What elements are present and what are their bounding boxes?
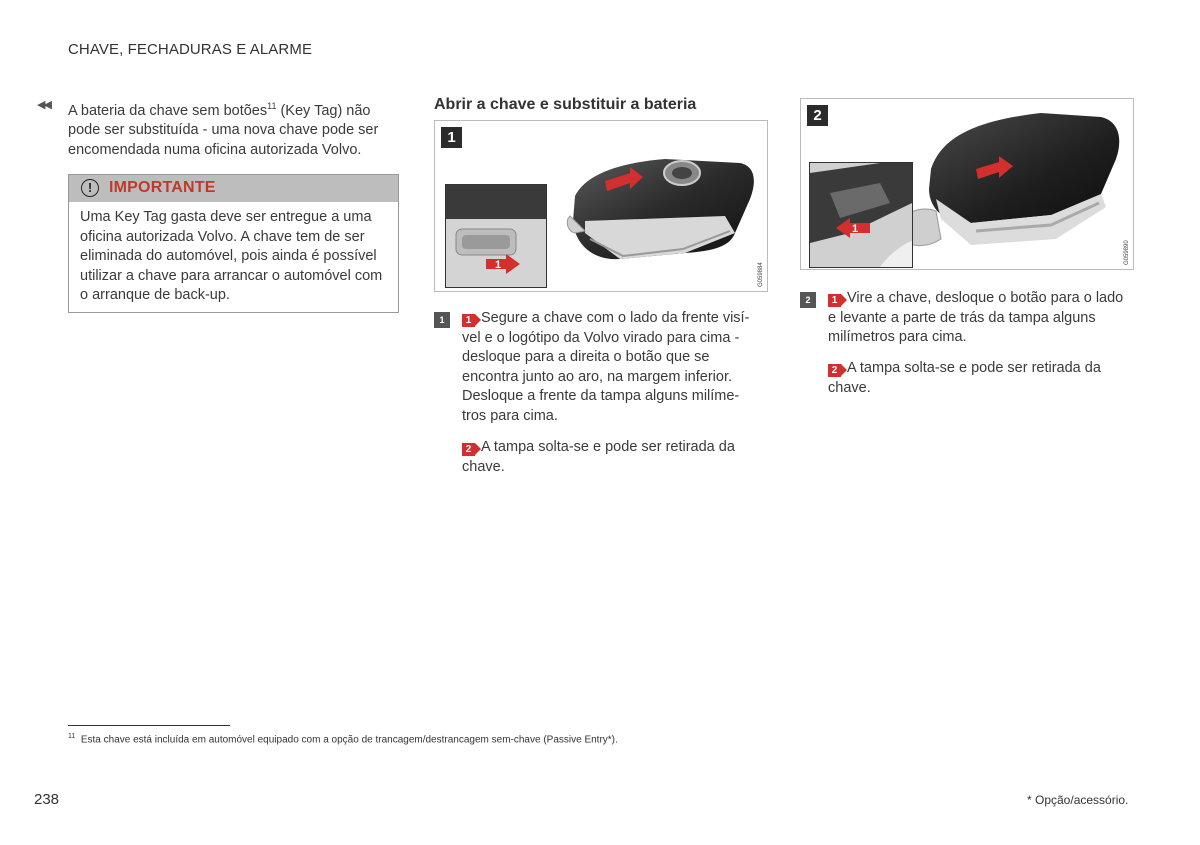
slide-button-inset-illustration: [446, 185, 546, 287]
continuation-arrows-icon: ◀◀: [37, 99, 50, 111]
footnote-text: Esta chave está incluída em automóvel equipado com a opção de trancagem/destrancagem sem-chave (Passive Entry*).: [80, 734, 618, 746]
intro-text-part1: A bateria da chave sem botões: [68, 102, 268, 119]
step-1-instruction: [462, 309, 762, 427]
cover-release-inset-illustration: [810, 163, 912, 267]
step-2-action-badge: 1: [828, 294, 841, 307]
footnote-divider: [68, 725, 230, 726]
figure-1-inset: [445, 184, 547, 288]
figure-2-inset: [809, 162, 913, 268]
step-2-result: [828, 359, 1128, 398]
step-2-text: Vire a chave, desloque o botão para o lado e levante a parte de trás da tampa alguns milímetros para cima.: [828, 290, 1124, 346]
step-1-badge: 1: [434, 312, 450, 328]
important-box: [68, 174, 399, 313]
important-title: IMPORTANTE: [109, 179, 216, 196]
important-text: Uma Key Tag gasta deve ser entregue a uma oficina autorizada Volvo. A chave tem de ser eliminada do automóvel, pois ainda é possível utilizar a chave para arrancar o automóvel com o arranque de back-up.: [80, 209, 383, 304]
option-note: * Opção/acessório.: [1027, 793, 1129, 807]
intro-text-part2: (Key Tag) não pode ser substituída - uma nova chave pode ser encomendada numa oficina autorizada Volvo.: [68, 102, 379, 159]
figure-1-code: G059884: [758, 262, 764, 287]
figure-1-number: 1: [441, 127, 462, 148]
step-1-result-badge: 2: [462, 443, 475, 456]
figure-2-key-illustration: [800, 98, 1134, 270]
footnote-reference[interactable]: 11: [267, 101, 277, 111]
intro-paragraph: [68, 97, 398, 161]
section-title: Abrir a chave e substituir a bateria: [434, 96, 697, 113]
figure-2-code: G059890: [1124, 240, 1130, 265]
step-1-text: Segure a chave com o lado da frente visí-vel e o logótipo da Volvo virado para cima - desloque para a direita o botão que se encontra junto ao aro, na margem inferior. Desloque a frente da tampa alguns milíme-tros para cima.: [462, 310, 750, 424]
page-number: 238: [34, 791, 60, 808]
step-1-action-badge: 1: [462, 314, 475, 327]
inset-step-label: 1: [495, 259, 502, 271]
footnote-number: 11: [68, 733, 76, 740]
footnote: [68, 733, 618, 745]
step-2-result-text: A tampa solta-se e pode ser retirada da chave.: [828, 360, 1101, 396]
step-1-result: [462, 438, 762, 477]
step-2-instruction: [828, 289, 1128, 348]
step-2-result-badge: 2: [828, 364, 841, 377]
exclamation-icon: !: [81, 179, 99, 197]
step-1-result-text: A tampa solta-se e pode ser retirada da chave.: [462, 439, 735, 475]
inset-step-label: 1: [852, 223, 859, 235]
important-header: [69, 175, 398, 202]
step-2-badge: 2: [800, 292, 816, 308]
figure-2-number: 2: [807, 105, 828, 126]
page-header-title: CHAVE, FECHADURAS E ALARME: [68, 41, 313, 58]
figure-1-key-illustration: [434, 120, 768, 292]
